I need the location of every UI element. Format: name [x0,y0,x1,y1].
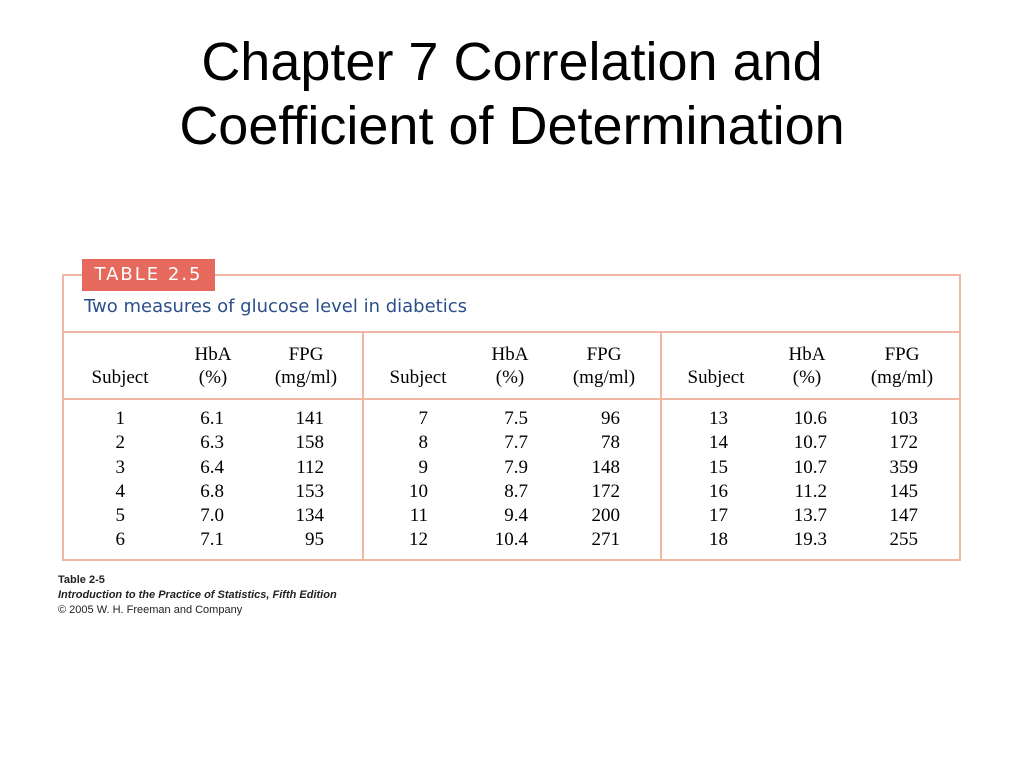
cell-fpg: 147 [889,505,918,527]
table-row [676,528,966,552]
table-row [676,456,966,480]
cell-subject: 9 [418,456,428,478]
cell-hba: 7.5 [504,408,528,429]
cell-fpg: 172 [889,432,918,454]
table-rows [80,407,370,553]
cell-subject: 7 [418,408,428,429]
cell-subject: 10 [409,480,428,502]
table-row [676,431,966,455]
table-row [676,407,966,431]
cell-hba: 6.1 [200,408,224,429]
cell-subject: 6 [115,529,125,551]
header-top-divider [62,331,961,333]
cell-hba: 7.9 [504,456,528,478]
cell-hba: 7.1 [200,529,224,551]
cell-fpg: 148 [591,456,620,478]
table-row [80,431,370,455]
cell-fpg: 78 [601,432,620,454]
cell-fpg: 112 [296,456,324,478]
table-row [378,407,668,431]
cell-subject: 5 [115,505,125,527]
header-hba-unit: (%) [495,367,525,388]
cell-fpg: 255 [889,529,918,551]
cell-subject: 4 [115,480,125,502]
slide-title-line-1: Chapter 7 Correlation and [201,32,823,92]
header-hba: HbA [788,344,826,365]
table-row [80,504,370,528]
header-fpg-unit: (mg/ml) [870,367,934,388]
cell-hba: 7.0 [200,505,224,527]
header-hba: HbA [194,344,232,365]
table-row [378,456,668,480]
table-row [80,407,370,431]
credit-book-title: Introduction to the Practice of Statistics, Fifth Edition [58,589,337,601]
table-row [676,504,966,528]
cell-fpg: 172 [591,480,620,502]
cell-fpg: 200 [591,505,620,527]
source-credit [58,573,337,618]
header-hba: HbA [491,344,529,365]
table-row [80,528,370,552]
cell-hba: 10.7 [793,432,827,454]
cell-fpg: 95 [305,529,324,551]
slide-title [0,30,1024,158]
table-row [80,480,370,504]
cell-hba: 9.4 [504,505,528,527]
header-subject: Subject [687,367,745,388]
cell-fpg: 359 [889,456,918,478]
cell-subject: 11 [409,505,428,527]
table-badge: TABLE 2.5 [82,259,215,291]
credit-copyright: © 2005 W. H. Freeman and Company [58,604,243,616]
cell-subject: 14 [709,432,728,454]
table-row [378,504,668,528]
header-bottom-divider [62,398,961,400]
cell-hba: 11.2 [794,480,827,502]
table-row [676,480,966,504]
cell-fpg: 153 [295,480,324,502]
cell-hba: 10.7 [793,456,827,478]
cell-hba: 8.7 [504,480,528,502]
cell-hba: 6.3 [200,432,224,454]
header-fpg-unit: (mg/ml) [572,367,636,388]
header-hba-unit: (%) [198,367,228,388]
cell-fpg: 96 [601,408,620,429]
cell-hba: 10.6 [793,408,827,429]
header-hba-unit: (%) [792,367,822,388]
slide-title-line-2: Coefficient of Determination [179,96,845,156]
table-row [378,528,668,552]
cell-subject: 3 [115,456,125,478]
header-fpg: FPG [884,344,920,365]
cell-subject: 12 [409,529,428,551]
cell-hba: 13.7 [793,505,827,527]
cell-hba: 19.3 [793,529,827,551]
cell-fpg: 271 [591,529,620,551]
header-fpg: FPG [586,344,622,365]
table-row [378,431,668,455]
cell-subject: 13 [709,408,728,429]
cell-subject: 8 [418,432,428,454]
cell-subject: 18 [709,529,728,551]
header-subject: Subject [91,367,149,388]
cell-subject: 15 [709,456,728,478]
cell-subject: 1 [115,408,125,429]
cell-subject: 17 [709,505,728,527]
header-fpg: FPG [288,344,324,365]
credit-table-id: Table 2-5 [58,574,105,586]
table-row [80,456,370,480]
table-row [378,480,668,504]
cell-subject: 2 [115,432,125,454]
cell-fpg: 141 [295,408,324,429]
table-caption: Two measures of glucose level in diabetics [84,296,468,317]
header-fpg-unit: (mg/ml) [274,367,338,388]
cell-hba: 6.4 [200,456,224,478]
table-rows [676,407,966,553]
cell-hba: 10.4 [494,529,528,551]
cell-hba: 7.7 [504,432,528,454]
header-subject: Subject [389,367,447,388]
cell-fpg: 103 [889,408,918,429]
cell-fpg: 134 [295,505,324,527]
cell-fpg: 158 [295,432,324,454]
cell-fpg: 145 [889,480,918,502]
table-rows [378,407,668,553]
cell-hba: 6.8 [200,480,224,502]
cell-subject: 16 [709,480,728,502]
